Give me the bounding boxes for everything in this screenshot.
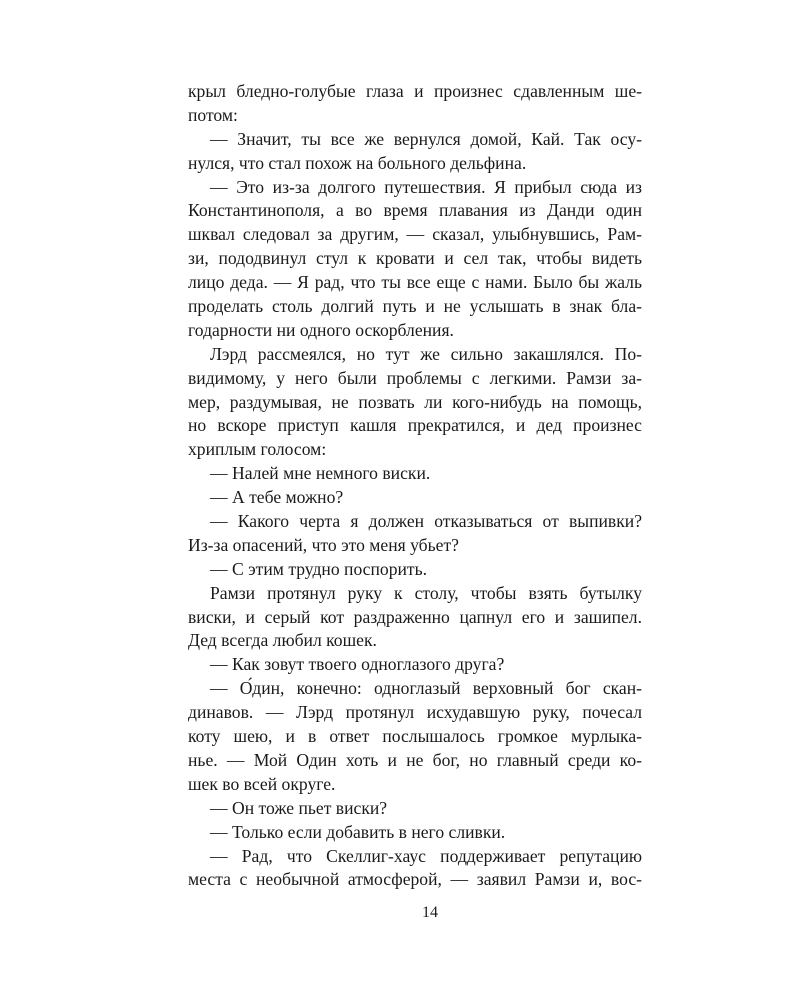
text-line: — Он тоже пьет виски? bbox=[210, 797, 388, 818]
text-line: — С этим трудно поспорить. bbox=[210, 558, 428, 579]
text-line: — Только если добавить в него сливки. bbox=[210, 821, 506, 842]
text-line: видимому, у него были проблемы с легкими. Рамзи за- bbox=[188, 367, 642, 388]
text-line: — Как зовут твоего одноглазого друга? bbox=[210, 654, 505, 675]
text-line: динавов. — Лэрд протянул исхудавшую руку, почесал bbox=[188, 702, 642, 723]
text-line: — Рад, что Скеллиг-хаус поддерживает репутацию bbox=[210, 845, 642, 866]
text-line: Рамзи протянул руку к столу, чтобы взять бутылку bbox=[210, 582, 642, 603]
text-line: мер, раздумывая, не позвать ли кого-нибудь на помощь, bbox=[188, 391, 642, 412]
text-line: Из-за опасений, что это меня убьет? bbox=[188, 534, 459, 555]
text-line: годарности ни одного оскорбления. bbox=[188, 319, 454, 340]
text-line: места с необычной атмосферой, — заявил Рамзи и, вос- bbox=[188, 869, 642, 890]
text-line: потом: bbox=[188, 104, 238, 125]
text-line: крыл бледно-голубые глаза и произнес сдавленным ше- bbox=[188, 81, 642, 101]
text-line: лицо деда. — Я рад, что ты все еще с нами. Было бы жаль bbox=[188, 272, 642, 293]
text-line: — Какого черта я должен отказываться от выпивки? bbox=[210, 511, 642, 532]
text-line: проделать столь долгий путь и не услышать в знак бла- bbox=[188, 296, 642, 317]
text-line: шек во всей округе. bbox=[188, 773, 336, 794]
text-line: — Это из-за долгого путешествия. Я прибыл сюда из bbox=[210, 176, 642, 197]
page-number: 14 bbox=[422, 904, 438, 921]
text-line: — Налей мне немного виски. bbox=[210, 463, 431, 484]
text-line: Дед всегда любил кошек. bbox=[188, 630, 377, 651]
text-line: Лэрд рассмеялся, но тут же сильно закашлялся. По- bbox=[210, 343, 642, 364]
text-line: хриплым голосом: bbox=[188, 439, 327, 460]
text-line: — А тебе можно? bbox=[210, 487, 344, 508]
text-line: виски, и серый кот раздраженно цапнул его и зашипел. bbox=[188, 606, 642, 627]
text-line: нулся, что стал похож на больного дельфина. bbox=[188, 152, 527, 173]
text-line: коту шею, и в ответ послышалось громкое мурлыка- bbox=[188, 726, 642, 747]
text-line: зи, пододвинул стул к кровати и сел так, чтобы видеть bbox=[188, 248, 642, 269]
text-line: — Значит, ты все же вернулся домой, Кай. Так осу- bbox=[210, 128, 642, 149]
text-line: — О́дин, конечно: одноглазый верховный бог скан- bbox=[210, 678, 642, 699]
text-line: нье. — Мой Один хоть и не бог, но главный среди ко- bbox=[188, 749, 642, 770]
text-line: шквал следовал за другим, — сказал, улыбнувшись, Рам- bbox=[188, 224, 642, 245]
text-line: но вскоре приступ кашля прекратился, и дед произнес bbox=[188, 415, 642, 436]
text-line: Константинополя, а во время плавания из Данди один bbox=[188, 200, 642, 221]
book-page-text bbox=[188, 80, 642, 892]
